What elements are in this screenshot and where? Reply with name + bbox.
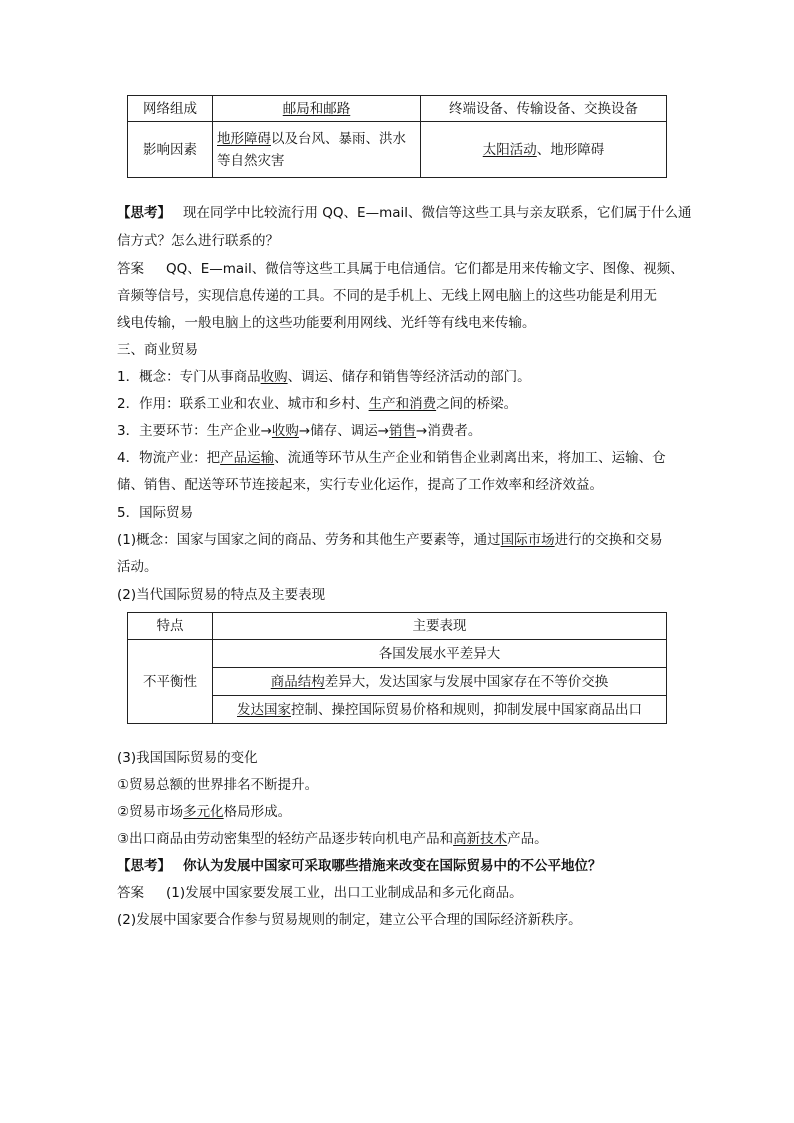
think-question: 【思考】 你认为发展中国家可采取哪些措施来改变在国际贸易中的不公平地位？ bbox=[117, 858, 602, 874]
row-label: 影响因素 bbox=[128, 122, 213, 178]
paragraph: 4．物流产业：把产品运输、流通等环节从生产企业和销售企业剥离出来，将加工、运输、仓 bbox=[117, 450, 666, 466]
paragraph: (1)概念：国家与国家之间的商品、劳务和其他生产要素等，通过国际市场进行的交换和交易 bbox=[117, 532, 663, 548]
answer-line: 答案 (1)发展中国家要发展工业，出口工业制成品和多元化商品。 bbox=[117, 885, 523, 901]
answer-line: 音频等信号，实现信息传递的工具。不同的是手机上、无线上网电脑上的这些功能是利用无 bbox=[117, 288, 657, 304]
table-header-row bbox=[128, 613, 667, 640]
paragraph-cont: 储、销售、配送等环节连接起来，实行专业化运作，提高了工作效率和经济效益。 bbox=[117, 477, 603, 493]
table-row bbox=[128, 122, 667, 178]
table-cell: 终端设备、传输设备、交换设备 bbox=[421, 96, 667, 122]
feature-cell: 不平衡性 bbox=[128, 640, 213, 724]
think-question-cont: 信方式？怎么进行联系的？ bbox=[117, 233, 279, 249]
paragraph: 1．概念：专门从事商品收购、调运、储存和销售等经济活动的部门。 bbox=[117, 369, 531, 385]
trade-table bbox=[127, 612, 667, 724]
table-cell: 地形障碍以及台风、暴雨、洪水 等自然灾害 bbox=[213, 122, 421, 178]
think-question: 【思考】 现在同学中比较流行用 QQ、E—mail、微信等这些工具与亲友联系，它们属于什么通 bbox=[117, 205, 692, 221]
table-row bbox=[128, 96, 667, 122]
section-heading: 三、商业贸易 bbox=[117, 342, 198, 358]
table-cell: 各国发展水平差异大 bbox=[213, 640, 667, 668]
column-header: 主要表现 bbox=[213, 613, 667, 640]
paragraph: (2)当代国际贸易的特点及主要表现 bbox=[117, 587, 326, 603]
paragraph-cont: 活动。 bbox=[117, 559, 158, 575]
answer-line: 线电传输，一般电脑上的这些功能要利用网线、光纤等有线电来传输。 bbox=[117, 315, 536, 331]
think-tag: 【思考】 bbox=[117, 858, 171, 874]
column-header: 特点 bbox=[128, 613, 213, 640]
table-cell: 邮局和邮路 bbox=[213, 96, 421, 122]
table-cell: 发达国家控制、操控国际贸易价格和规则，抑制发展中国家商品出口 bbox=[213, 696, 667, 724]
paragraph: 3．主要环节：生产企业→收购→储存、调运→销售→消费者。 bbox=[117, 423, 482, 439]
table-cell: 商品结构差异大，发达国家与发展中国家存在不等价交换 bbox=[213, 668, 667, 696]
row-label: 网络组成 bbox=[128, 96, 213, 122]
communication-table bbox=[127, 95, 667, 178]
table-row bbox=[128, 640, 667, 668]
think-tag: 【思考】 bbox=[117, 205, 171, 221]
answer-line: (2)发展中国家要合作参与贸易规则的制定，建立公平合理的国际经济新秩序。 bbox=[117, 912, 582, 928]
list-item: ③出口商品由劳动密集型的轻纺产品逐步转向机电产品和高新技术产品。 bbox=[117, 831, 548, 847]
list-item: ②贸易市场多元化格局形成。 bbox=[117, 804, 292, 820]
table-cell: 太阳活动、地形障碍 bbox=[421, 122, 667, 178]
paragraph: 5．国际贸易 bbox=[117, 505, 194, 521]
paragraph: 2．作用：联系工业和农业、城市和乡村、生产和消费之间的桥梁。 bbox=[117, 396, 518, 412]
answer-tag: 答案 bbox=[117, 261, 144, 277]
list-item: ①贸易总额的世界排名不断提升。 bbox=[117, 777, 319, 793]
answer-tag: 答案 bbox=[117, 885, 144, 901]
paragraph: (3)我国国际贸易的变化 bbox=[117, 750, 258, 766]
answer-line: 答案 QQ、E—mail、微信等这些工具属于电信通信。它们都是用来传输文字、图像、视频、 bbox=[117, 261, 684, 277]
